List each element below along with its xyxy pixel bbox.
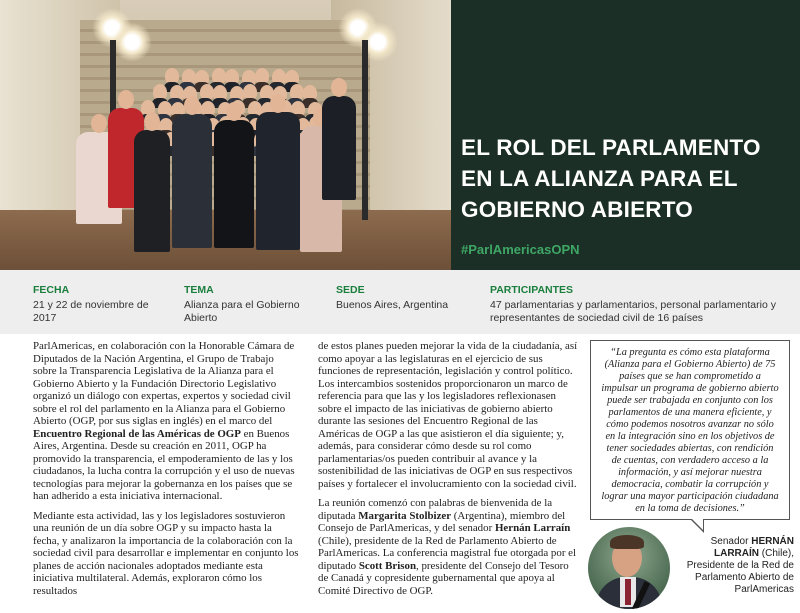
text-run: , presidente del Consejo del Tesoro de Canadá y copresidente gubernamental que apoya al Comité Directivo de OGP.	[318, 559, 569, 597]
sede-value: Buenos Aires, Argentina	[336, 299, 449, 311]
fecha-label: FECHA	[33, 284, 70, 296]
text-run: (Chile), presidente de la Red de Parlamento Abierto de ParlAmericas. La conferencia magistral fue otorgada por el diputado	[318, 534, 577, 572]
page-title	[461, 132, 791, 225]
body-column-2	[318, 340, 580, 604]
photo-caption	[676, 536, 794, 596]
caption-name: HERNÁN LARRAÍN	[713, 536, 794, 559]
tema-value: Alianza para el Gobierno Abierto	[184, 299, 300, 324]
caption-suffix: (Chile), Presidente de la Red de Parlamento Abierto de ParlAmericas	[686, 548, 794, 595]
paragraph	[33, 340, 299, 503]
body-column-1	[33, 340, 299, 604]
avatar	[588, 527, 670, 609]
bold-text: Margarita Stolbizer	[358, 509, 452, 522]
title-line: EL ROL DEL PARLAMENTO	[461, 135, 761, 160]
fecha-value: 21 y 22 de noviembre de 2017	[33, 299, 149, 324]
bold-text: Encuentro Regional de las Américas de OGP	[33, 427, 241, 440]
text-run: La reunión comenzó con palabras de bienvenida de la diputada	[318, 497, 553, 522]
hero-section	[0, 0, 800, 270]
participantes-label: PARTICIPANTES	[490, 284, 574, 296]
quote-tail-inner	[691, 518, 703, 530]
caption-prefix: Senador	[710, 536, 752, 547]
paragraph: de estos planes pueden mejorar la vida de la ciudadanía, así como apoyar a las legislaturas en el ejercicio de sus funciones de representación, legislación y control político. Los intercambios sostenidos proporcionaron un marco de referencia para que las y los legisladores reflexionasen sobre el impacto de las iniciativas de gobierno abierto durante las sesiones del Encuentro Regional de las Américas de OGP a las que asistieron el día siguiente; y, además, para considerar cómo desde su rol como parlamentarias/os pueden contribuir al avance y la sostenibilidad de las iniciativas de OGP en sus respectivos países y fortalecer el involucramiento con la sociedad civil.	[318, 340, 578, 490]
text-run: (Argentina), miembro del Consejo de ParlAmericas, y del senador	[318, 509, 566, 534]
bold-text: Scott Brison	[358, 559, 417, 572]
hashtag: #ParlAmericasOPN	[461, 242, 580, 257]
participantes-value: 47 parlamentarias y parlamentarios, personal parlamentario y representantes de sociedad civil de 16 países	[490, 299, 776, 324]
title-line: EN LA ALIANZA PARA EL	[461, 166, 738, 191]
paragraph: Mediante esta actividad, las y los legisladores sostuvieron una reunión de un día sobre OGP y su impacto hasta la fecha, y analizaron la importancia de la colaboración con la sociedad civil para desarrollar e implementar en conjunto los planes de acción nacionales adoptados mediante esta iniciativa multilateral. Además, exploraron cómo los resultados	[33, 509, 299, 597]
quote-box	[590, 340, 790, 520]
info-tema	[184, 284, 314, 325]
info-fecha	[33, 284, 163, 325]
quote-text: “La pregunta es cómo esta plataforma (Alianza para el Gobierno Abierto) de 75 países que se han comprometido a impulsar un programa de gobierno abierto puede ser trabajada en conjunto con los parlamentos de una manera eficiente, y cómo podemos nosotros avanzar no sólo en la integración sino en los objetivos de tener sociedades abiertas, con rendición de cuentas, con verdadero acceso a la información, y así mejorar nuestra democracia, combatir la corrupción y lograr una mayor participación ciudadana en la toma de decisiones.”	[601, 347, 779, 514]
info-participantes	[490, 284, 790, 325]
sede-label: SEDE	[336, 284, 365, 296]
text-run: ParlAmericas, en colaboración con la Honorable Cámara de Diputados de la Nación Argentina, el Grupo de Trabajo sobre la Transparencia Legislativa de la Alianza para el Gobierno Abierto y la Fundación Directorio Legislativo organizó un diálogo con expertas, expertos y sociedad civil sobre el rol del parlamento en la Alianza para el Gobierno Abierto (OGP, por sus siglas en inglés) en el marco del	[33, 340, 295, 427]
paragraph	[318, 497, 580, 597]
text-run: en Buenos Aires, Argentina. Desde su creación en 2011, OGP ha promovido la transparencia, el empoderamiento de las y los ciudadanos, la lucha contra la corrupción y el uso de nuevas tecnologías para mejorar la gobernanza en los países que se han adherido a esta iniciativa internacional.	[33, 427, 295, 502]
tema-label: TEMA	[184, 284, 214, 296]
info-sede	[336, 284, 476, 312]
group-photo	[0, 0, 451, 270]
bold-text: Hernán Larraín	[494, 522, 571, 534]
title-line: GOBIERNO ABIERTO	[461, 197, 693, 222]
